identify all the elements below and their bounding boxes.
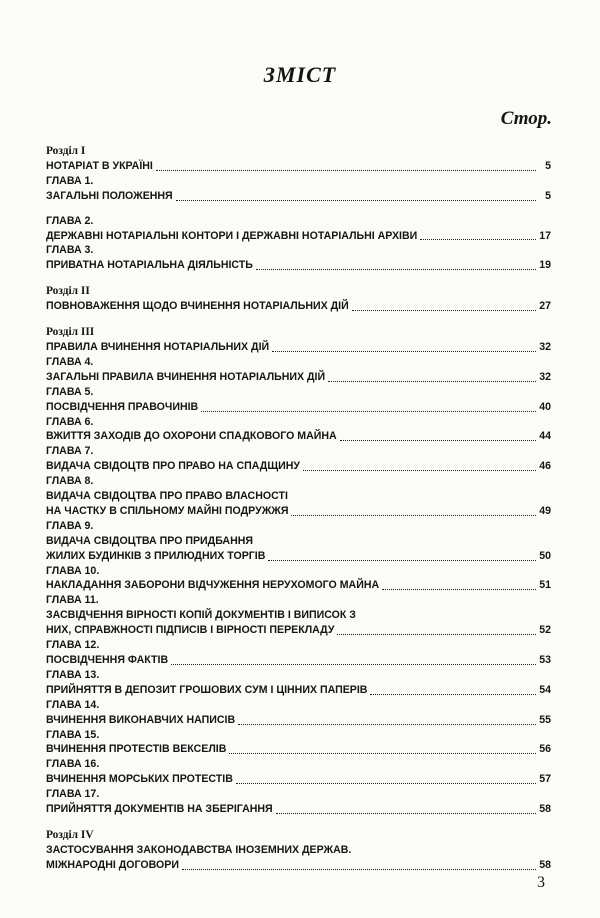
chapter-label: ГЛАВА 2. xyxy=(46,214,94,227)
toc-page-number: 5 xyxy=(545,189,551,202)
toc-entry xyxy=(46,189,551,204)
dot-leader xyxy=(236,782,536,784)
toc-entry-text: НОТАРІАТ В УКРАЇНІ xyxy=(46,159,153,172)
dot-leader xyxy=(268,559,536,561)
chapter-label: ГЛАВА 16. xyxy=(46,758,100,771)
dot-leader xyxy=(352,309,536,311)
toc-page-number: 46 xyxy=(539,460,551,473)
dot-leader xyxy=(256,268,536,270)
toc-page-number: 19 xyxy=(539,259,551,272)
dot-leader xyxy=(328,380,536,382)
toc-entry-text: ПОСВІДЧЕННЯ ФАКТІВ xyxy=(46,654,169,666)
toc-page-number: 58 xyxy=(539,803,551,816)
toc-entry-text: НАКЛАДАННЯ ЗАБОРОНИ ВІДЧУЖЕННЯ НЕРУХОМОГО МАЙНА xyxy=(46,579,380,592)
toc-page-number: 52 xyxy=(539,624,551,637)
toc-page-number: 54 xyxy=(539,683,551,696)
section-heading: Розділ І xyxy=(46,145,86,157)
toc-entry-text: ВИДАЧА СВІДОЦТВА ПРО ПРИДБАННЯ xyxy=(46,534,253,547)
dot-leader xyxy=(272,350,536,352)
toc-page-number: 32 xyxy=(539,370,551,383)
toc-entry-text: ПРИВАТНА НОТАРІАЛЬНА ДІЯЛЬНІСТЬ xyxy=(46,259,253,272)
toc-entry xyxy=(46,370,551,385)
toc-entry xyxy=(46,504,551,519)
toc-section xyxy=(46,828,551,873)
section-heading: Розділ IV xyxy=(46,828,94,841)
toc-page-number: 17 xyxy=(539,229,551,242)
toc-entry-text: ВЖИТТЯ ЗАХОДІВ ДО ОХОРОНИ СПАДКОВОГО МАЙНА xyxy=(46,430,337,443)
toc-entry-text: НА ЧАСТКУ В СПІЛЬНОМУ МАЙНІ ПОДРУЖЖЯ xyxy=(46,504,289,517)
toc-entry xyxy=(46,802,551,817)
toc-entry xyxy=(46,340,551,355)
toc-entry xyxy=(46,713,551,728)
chapter-label: ГЛАВА 1. xyxy=(46,174,94,187)
toc-page-number: 27 xyxy=(539,300,551,313)
toc-page-number: 57 xyxy=(539,773,551,786)
toc-entry-text: ПРИЙНЯТТЯ ДОКУМЕНТІВ НА ЗБЕРІГАННЯ xyxy=(46,803,273,816)
toc-entry xyxy=(46,459,551,474)
dot-leader xyxy=(276,812,536,814)
section-heading: Розділ ІІІ xyxy=(46,326,95,339)
dot-leader xyxy=(340,439,536,441)
chapter-label: ГЛАВА 6. xyxy=(46,415,94,428)
toc-entry xyxy=(46,858,551,873)
dot-leader xyxy=(201,410,536,412)
toc-entry-text: ВИДАЧА СВІДОЦТВА ПРО ПРАВО ВЛАСНОСТІ xyxy=(46,490,288,503)
chapter-label: ГЛАВА 5. xyxy=(46,385,94,398)
dot-leader xyxy=(238,723,536,725)
toc-entry-text: НИХ, СПРАВЖНОСТІ ПІДПИСІВ І ВІРНОСТІ ПЕРЕКЛАДУ xyxy=(46,624,335,637)
toc-entry-text: ПРАВИЛА ВЧИНЕННЯ НОТАРІАЛЬНИХ ДІЙ xyxy=(46,340,270,353)
dot-leader xyxy=(420,238,536,240)
toc-entry-text: ПРИЙНЯТТЯ В ДЕПОЗИТ ГРОШОВИХ СУМ І ЦІННИХ ПАПЕРІВ xyxy=(46,683,368,696)
toc-entry-text: ЗАСТОСУВАННЯ ЗАКОНОДАВСТВА ІНОЗЕМНИХ ДЕРЖАВ. xyxy=(46,843,352,856)
page-column-label: Стор. xyxy=(500,108,552,129)
chapter-label: ГЛАВА 17. xyxy=(46,788,100,801)
toc-entry-text: ЖИЛИХ БУДИНКІВ З ПРИЛЮДНИХ ТОРГІВ xyxy=(46,549,266,562)
toc-entry xyxy=(46,742,551,757)
toc-entry xyxy=(46,578,551,593)
chapter-label: ГЛАВА 8. xyxy=(46,475,94,488)
dot-leader xyxy=(337,633,536,635)
toc-page-number: 50 xyxy=(539,549,551,562)
dot-leader xyxy=(303,469,536,471)
dot-leader xyxy=(171,663,536,665)
dot-leader xyxy=(176,199,536,201)
dot-leader xyxy=(382,588,536,590)
toc-entry-text: ВЧИНЕННЯ ВИКОНАВЧИХ НАПИСІВ xyxy=(46,713,236,726)
toc-page-number: 55 xyxy=(539,713,551,726)
toc-entry xyxy=(46,623,551,638)
chapter-label: ГЛАВА 13. xyxy=(46,668,100,681)
toc-page-number: 49 xyxy=(539,504,551,517)
chapter-label: ГЛАВА 11. xyxy=(46,594,99,607)
chapter-label: ГЛАВА 10. xyxy=(46,564,100,577)
toc-entry-text: МІЖНАРОДНІ ДОГОВОРИ xyxy=(46,858,179,871)
chapter-label: ГЛАВА 14. xyxy=(46,698,100,711)
toc-entry xyxy=(46,549,551,564)
toc-entry xyxy=(46,429,551,444)
page-title: ЗМІСТ xyxy=(263,62,337,87)
toc-entry xyxy=(46,258,551,273)
toc-section xyxy=(46,144,551,273)
chapter-label: ГЛАВА 12. xyxy=(46,639,100,652)
chapter-label: ГЛАВА 15. xyxy=(46,728,100,741)
toc-page-number: 40 xyxy=(539,400,551,413)
toc-page-number: 5 xyxy=(545,159,551,172)
toc-entry-text: ПОСВІДЧЕННЯ ПРАВОЧИНІВ xyxy=(46,400,199,413)
chapter-label: ГЛАВА 4. xyxy=(46,355,94,368)
toc-entry xyxy=(46,653,551,668)
toc-page-number: 56 xyxy=(539,743,551,756)
chapter-label: ГЛАВА 7. xyxy=(46,445,94,458)
toc-entry-text: ВИДАЧА СВІДОЦТВ ПРО ПРАВО НА СПАДЩИНУ xyxy=(46,460,300,473)
toc-spacer xyxy=(46,204,551,214)
toc-entry-text: ВЧИНЕННЯ ПРОТЕСТІВ ВЕКСЕЛІВ xyxy=(46,743,227,756)
toc-entry xyxy=(46,772,551,787)
chapter-label: ГЛАВА 3. xyxy=(46,244,94,257)
toc-entry-text: ВЧИНЕННЯ МОРСЬКИХ ПРОТЕСТІВ xyxy=(46,773,233,786)
toc-entry xyxy=(46,400,551,415)
page-number: 3 xyxy=(537,874,545,891)
dot-leader xyxy=(229,752,536,754)
toc-section xyxy=(46,284,551,314)
toc-entry-text: ЗАСВІДЧЕННЯ ВІРНОСТІ КОПІЙ ДОКУМЕНТІВ І ВИПИСОК З xyxy=(46,609,356,622)
table-of-contents xyxy=(46,144,551,884)
toc-entry-text: ЗАГАЛЬНІ ПРАВИЛА ВЧИНЕННЯ НОТАРІАЛЬНИХ ДІЙ xyxy=(46,370,326,383)
toc-page-number: 51 xyxy=(539,579,551,592)
toc-entry-text: ПОВНОВАЖЕННЯ ЩОДО ВЧИНЕННЯ НОТАРІАЛЬНИХ ДІЙ xyxy=(46,300,349,313)
dot-leader xyxy=(370,693,536,695)
toc-section xyxy=(46,325,551,817)
dot-leader xyxy=(291,514,536,516)
toc-entry-text: ЗАГАЛЬНІ ПОЛОЖЕННЯ xyxy=(46,189,173,202)
toc-page-number: 44 xyxy=(539,430,551,443)
toc-entry xyxy=(46,299,551,314)
chapter-label: ГЛАВА 9. xyxy=(46,519,94,532)
dot-leader xyxy=(182,868,536,870)
dot-leader xyxy=(156,169,536,171)
toc-entry xyxy=(46,159,551,174)
toc-entry xyxy=(46,229,551,244)
toc-entry-text: ДЕРЖАВНІ НОТАРІАЛЬНІ КОНТОРИ І ДЕРЖАВНІ НОТАРІАЛЬНІ АРХІВИ xyxy=(46,229,418,242)
toc-entry xyxy=(46,683,551,698)
toc-page-number: 58 xyxy=(539,858,551,871)
toc-page-number: 53 xyxy=(539,654,551,666)
toc-page-number: 32 xyxy=(539,340,551,353)
section-heading: Розділ ІІ xyxy=(46,285,90,298)
